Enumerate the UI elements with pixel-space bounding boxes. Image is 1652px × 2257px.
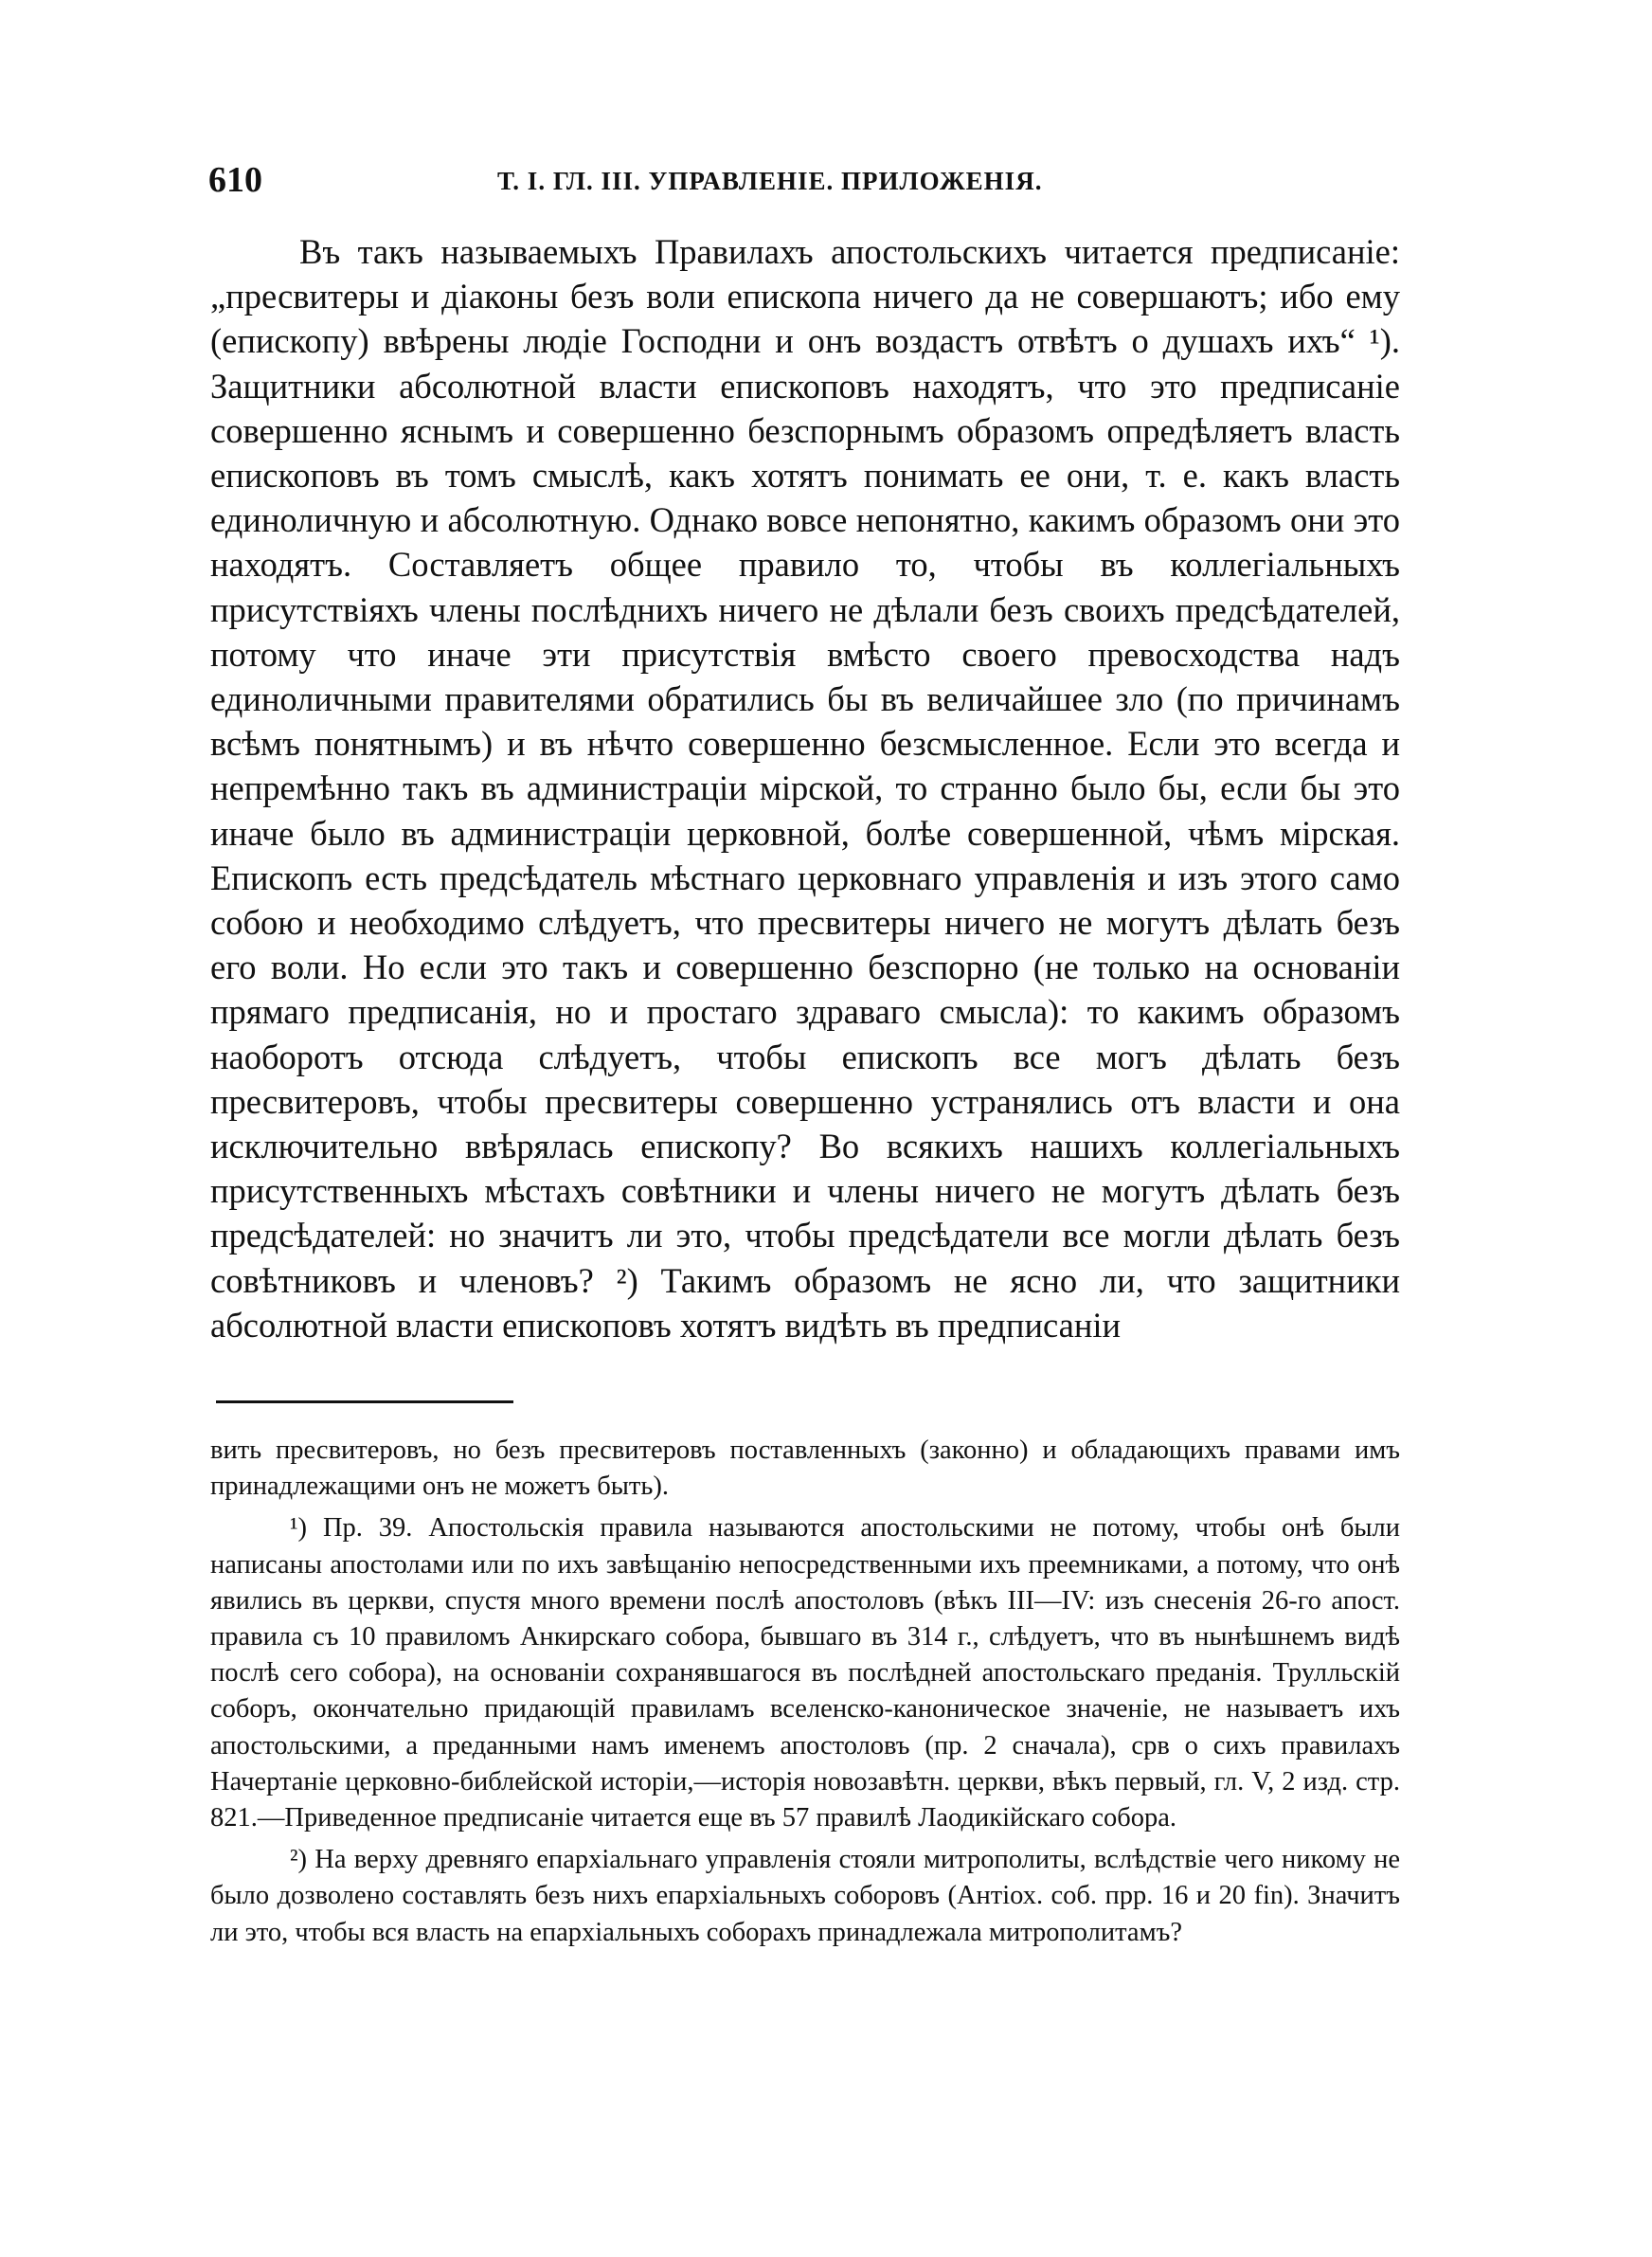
footnote-1-text: Пр. 39. Апостольскія правила называются апостольскими не потому, чтобы онѣ были написаны апостолами или по ихъ завѣщанію непосредственными ихъ преемниками, а потому, что онѣ явились въ церкви, спустя много времени послѣ апостоловъ (вѣкъ III—IV: изъ снесенія 26-го апост. правила съ 10 правиломъ Анкирскаго собора, бывшаго въ 314 г., слѣдуетъ, что въ нынѣшнемъ видѣ послѣ сего собора), на основаніи сохранявшагося въ послѣдней апостольскаго преданія. Трулльскій соборъ, окончательно придающій правиламъ вселенско-каноническое значеніе, не называетъ ихъ апостольскими, а преданными намъ именемъ апостоловъ (пр. 2 сначала), срв о сихъ правилахъ Начертаніе церковно-библейской исторіи,—исторія новозавѣтн. церкви, вѣкъ первый, гл. V, 2 изд. стр. 821.—Приведенное предписаніе читается еще въ 57 правилѣ Лаодикійскаго собора. bbox=[210, 1513, 1400, 1833]
footnote-1 bbox=[210, 1510, 1400, 1836]
main-paragraph: Въ такъ называемыхъ Правилахъ апостольскихъ читается предписаніе: „пресвитеры и діаконы безъ воли епископа ничего да не совершаютъ; ибо ему (епископу) ввѣрены людіе Господни и онъ воздастъ отвѣтъ о душахъ ихъ“ ¹). Защитники абсолютной власти епископовъ находятъ, что это предписаніе совершенно яснымъ и совершенно безспорнымъ образомъ опредѣляетъ власть епископовъ въ томъ смыслѣ, какъ хотятъ понимать ее они, т. е. какъ власть единоличную и абсолютную. Однако вовсе непонятно, какимъ образомъ они это находятъ. Составляетъ общее правило то, чтобы въ коллегіальныхъ присутствіяхъ члены послѣднихъ ничего не дѣлали безъ своихъ предсѣдателей, потому что иначе эти присутствія вмѣсто своего превосходства надъ единоличными правителями обратились бы въ величайшее зло (по причинамъ всѣмъ понятнымъ) и въ нѣчто совершенно безсмысленное. Если это всегда и непремѣнно такъ въ администраціи мірской, то странно было бы, если бы это иначе было въ администраціи церковной, болѣе совершенной, чѣмъ мірская. Епископъ есть предсѣдатель мѣстнаго церковнаго управленія и изъ этого само собою и необходимо слѣдуетъ, что пресвитеры ничего не могутъ дѣлать безъ его воли. Но если это такъ и совершенно безспорно (не только на основаніи прямаго предписанія, но и простаго здраваго смысла): то какимъ образомъ наоборотъ отсюда слѣдуетъ, чтобы епископъ все могъ дѣлать безъ пресвитеровъ, чтобы пресвитеры совершенно устранялись отъ власти и она исключительно ввѣрялась епископу? Во всякихъ нашихъ коллегіальныхъ присутственныхъ мѣстахъ совѣтники и члены ничего не могутъ дѣлать безъ предсѣдателей: но значитъ ли это, чтобы предсѣдатели все могли дѣлать безъ совѣтниковъ и членовъ? ²) Такимъ образомъ не ясно ли, что защитники абсолютной власти епископовъ хотятъ видѣть въ предписаніи bbox=[210, 232, 1400, 1345]
footnote-continuation: вить пресвитеровъ, но безъ пресвитеровъ поставленныхъ (законно) и обладающихъ правами имъ принадлежащими онъ не можетъ быть). bbox=[210, 1435, 1400, 1502]
running-head: Т. I. ГЛ. III. УПРАВЛЕНІЕ. ПРИЛОЖЕНІЯ. bbox=[497, 167, 1043, 195]
page-header bbox=[208, 159, 1402, 205]
page-number: 610 bbox=[208, 160, 262, 200]
footnote-2-text: На верху древняго епархіальнаго управленія стояли митрополиты, вслѣдствіе чего никому не было дозволено составлять безъ нихъ епархіальныхъ соборовъ (Антіох. соб. прр. 16 и 20 fin). Значитъ ли это, чтобы вся власть на епархіальныхъ соборахъ принадлежала митрополитамъ? bbox=[210, 1845, 1401, 1947]
footnote-separator bbox=[216, 1400, 513, 1403]
footnote-2 bbox=[210, 1842, 1400, 1951]
footnote-1-marker: ¹) bbox=[290, 1513, 308, 1544]
footnote-2-marker: ²) bbox=[290, 1845, 308, 1875]
footnotes bbox=[210, 1433, 1400, 1957]
